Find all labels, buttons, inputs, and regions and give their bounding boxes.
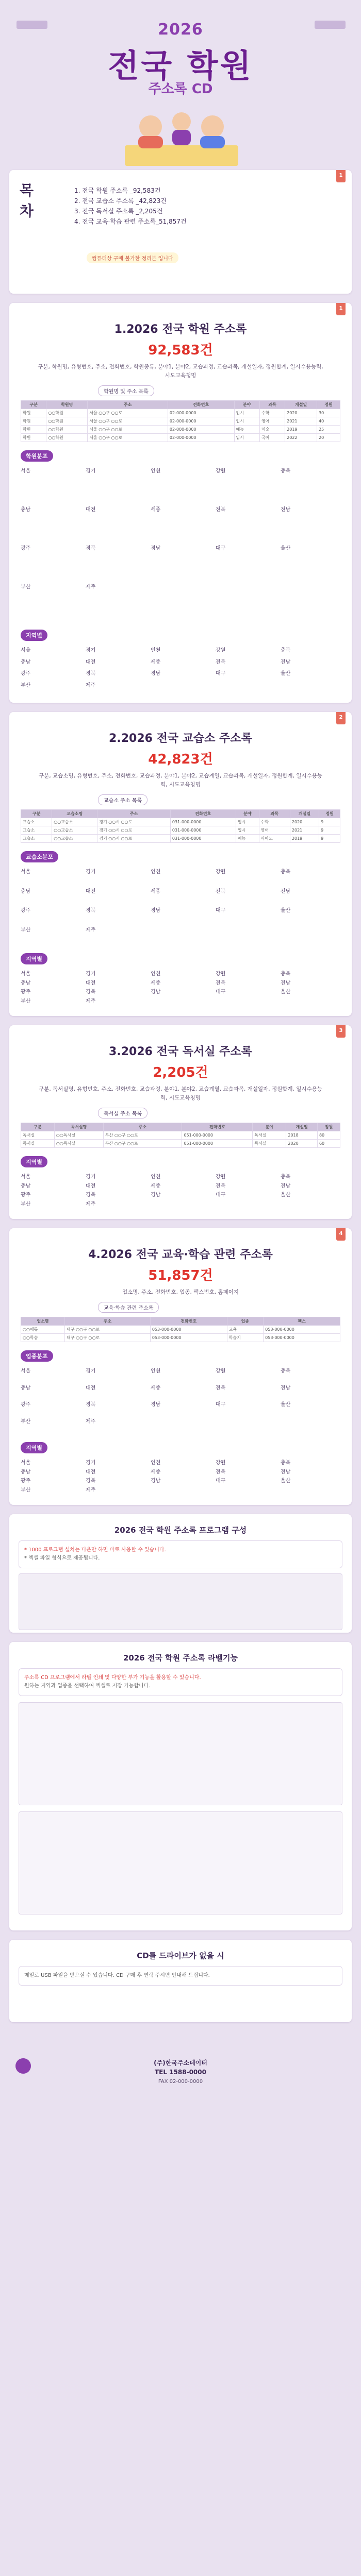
region-item: 강원 xyxy=(216,971,226,977)
hero-title: 전국 학원 xyxy=(108,47,253,84)
region-item: 광주 xyxy=(21,546,31,551)
region-item: 제주 xyxy=(86,1418,96,1425)
region-item: 전북 xyxy=(216,659,226,665)
region-item: 세종 xyxy=(151,1385,161,1391)
section-title: 4.2026 전국 교육·학습 관련 주소록 xyxy=(88,1248,273,1261)
section-title: 2.2026 전국 교습소 주소록 xyxy=(109,732,252,745)
region-item: 제주 xyxy=(86,1201,96,1207)
region-summary-grid xyxy=(21,1459,340,1495)
region-item: 광주 xyxy=(21,989,31,995)
region-grid xyxy=(21,467,340,621)
region-item: 세종 xyxy=(151,659,161,665)
footer xyxy=(0,2038,361,2115)
region-item: 서울 xyxy=(21,971,31,977)
region-item: 경북 xyxy=(86,546,96,551)
region-item: 전북 xyxy=(216,1183,226,1189)
region-item: 경북 xyxy=(86,1192,96,1198)
section-tutoring xyxy=(9,712,352,1016)
region-item: 경기 xyxy=(86,1174,96,1180)
region-item: 대전 xyxy=(86,659,96,665)
region-item: 강원 xyxy=(216,1174,226,1180)
feature-line: 주소록 CD 프로그램에서 라벨 인쇄 및 다양한 부가 기능을 활용할 수 있습니다. xyxy=(24,1675,201,1681)
region-summary-grid xyxy=(21,646,340,692)
region-item: 전북 xyxy=(216,1385,226,1391)
sample-label: 독서실 주소 목록 xyxy=(98,1108,147,1118)
section-reading-rooms xyxy=(9,1025,352,1219)
company-name: (주)한국주소데이터 xyxy=(154,2059,207,2066)
region-item: 제주 xyxy=(86,998,96,1004)
region-item: 대구 xyxy=(216,908,226,913)
region-item: 부산 xyxy=(21,998,31,1004)
region-item: 광주 xyxy=(21,908,31,913)
region-item: 대전 xyxy=(86,980,96,986)
feature-info xyxy=(19,1668,342,1696)
region-item: 광주 xyxy=(21,671,31,676)
region-item: 세종 xyxy=(151,980,161,986)
card-tab: 1 xyxy=(336,303,346,315)
region-item: 인천 xyxy=(151,1174,161,1180)
company-fax: FAX 02-000-0000 xyxy=(158,2079,203,2084)
toc-item[interactable]: 2. 전국 교습소 주소록 _42,823건 xyxy=(74,197,167,205)
card-tab: 1 xyxy=(336,170,346,182)
sample-label: 학원명 및 주소 목록 xyxy=(98,385,154,396)
toc-note: 컴퓨터상 구매 불가한 정리본 입니다 xyxy=(87,252,178,263)
region-item: 울산 xyxy=(281,1402,291,1408)
region-item: 울산 xyxy=(281,1478,291,1484)
region-item: 충남 xyxy=(21,1183,31,1189)
region-grid xyxy=(21,868,340,945)
summary-title: 지역별 xyxy=(21,1442,47,1453)
region-item: 경기 xyxy=(86,1460,96,1466)
section-education-related xyxy=(9,1228,352,1505)
region-item: 경북 xyxy=(86,671,96,676)
card-tab: 3 xyxy=(336,1025,346,1038)
section-academies xyxy=(9,303,352,703)
section-title: 3.2026 전국 독서실 주소록 xyxy=(109,1045,252,1058)
region-item: 전남 xyxy=(281,1469,291,1475)
card-tab: 2 xyxy=(336,712,346,724)
program-line: * 엑셀 파일 형식으로 제공됩니다. xyxy=(24,1555,100,1561)
sample-label: 교육·학습 관련 주소록 xyxy=(98,1302,159,1313)
summary-title: 지역별 xyxy=(21,630,47,641)
region-item: 서울 xyxy=(21,1368,31,1374)
section-title: 1.2026 전국 학원 주소록 xyxy=(114,323,247,336)
region-item: 울산 xyxy=(281,908,291,913)
region-item: 경기 xyxy=(86,648,96,653)
region-item: 대전 xyxy=(86,1385,96,1391)
program-title: 2026 전국 학원 주소록 프로그램 구성 xyxy=(114,1526,247,1535)
region-item: 충남 xyxy=(21,980,31,986)
hero-year: 2026 xyxy=(158,21,203,39)
sample-table: 업소명 주소 전화번호 업종 팩스 ○○에듀 대구 ○○구 ○○로 053-000-0000 교육 053-000-0000 ○○학습 대구 ○○구 ○○로 053-000-0000 학습지 053-000-0000 xyxy=(21,1317,340,1342)
region-item: 충북 xyxy=(281,648,291,653)
region-item: 전북 xyxy=(216,888,226,894)
region-item: 경기 xyxy=(86,468,96,474)
section-desc: 구분, 교습소명, 유형번호, 주소, 전화번호, 교습과정, 분야1, 분야2, 교습계열, 교습과목, 개설일자, 정원합계, 일시수용능력, 시도교육청명 xyxy=(39,773,322,788)
region-item: 부산 xyxy=(21,1487,31,1493)
region-item: 전북 xyxy=(216,1469,226,1475)
region-item: 부산 xyxy=(21,927,31,933)
region-item: 충남 xyxy=(21,1385,31,1391)
hero-banner xyxy=(0,0,361,170)
region-item: 충북 xyxy=(281,468,291,474)
region-item: 인천 xyxy=(151,1368,161,1374)
region-item: 강원 xyxy=(216,1368,226,1374)
sample-table: 구분 독서실명 주소 전화번호 분야 개설일 정원 독서실 ○○독서실 부산 ○○구 ○○로 051-000-0000 독서실 2018 80 독서실 ○○독서실 부산 ○○구 ○○로 051-000-0000 독서실 2020 60 xyxy=(21,1123,340,1148)
region-item: 경남 xyxy=(151,908,161,913)
region-item: 충남 xyxy=(21,659,31,665)
program-panel xyxy=(9,1514,352,1633)
region-item: 대전 xyxy=(86,888,96,894)
region-item: 광주 xyxy=(21,1402,31,1408)
notice-text: 메일로 USB 파일을 받으실 수 있습니다. CD 구매 후 연락 주시면 안내해 드립니다. xyxy=(19,1966,342,1986)
region-item: 인천 xyxy=(151,468,161,474)
sample-table: 구분 학원명 주소 전화번호 분야 과목 개설일 정원 학원 ○○학원 서울 ○○구 ○○로 02-000-0000 입시 수학 2020 30 학원 ○○학원 서울 ○○구 ○○로 02-000-0000 입시 영어 2021 40 학원 ○○학원 서울 ○○구 ○○로 02-000-0000 예능 미술 2019 25 학원 ○○학원 서울 ○○구 ○○로 02-000-0000 입시 국어 2022 20 xyxy=(21,400,340,442)
region-item: 세종 xyxy=(151,1183,161,1189)
group-title: 업종분포 xyxy=(21,1350,53,1362)
toc-item[interactable]: 4. 전국 교육·학습 관련 주소록_51,857건 xyxy=(74,218,187,225)
region-item: 전남 xyxy=(281,507,291,513)
region-item: 서울 xyxy=(21,869,31,875)
region-item: 전남 xyxy=(281,888,291,894)
region-item: 대전 xyxy=(86,1469,96,1475)
region-item: 인천 xyxy=(151,1460,161,1466)
region-item: 대전 xyxy=(86,507,96,513)
region-item: 대전 xyxy=(86,1183,96,1189)
region-item: 울산 xyxy=(281,1192,291,1198)
region-item: 경남 xyxy=(151,1192,161,1198)
program-screenshot xyxy=(19,1573,342,1630)
label-feature-panel xyxy=(9,1642,352,1930)
region-item: 대구 xyxy=(216,1478,226,1484)
notice-title: CD를 드라이브가 없을 시 xyxy=(137,1951,224,1960)
region-item: 충북 xyxy=(281,1460,291,1466)
summary-title: 지역별 xyxy=(21,953,47,964)
region-item: 경기 xyxy=(86,1368,96,1374)
region-item: 충북 xyxy=(281,1174,291,1180)
region-item: 서울 xyxy=(21,648,31,653)
group-title: 교습소분포 xyxy=(21,851,58,862)
region-item: 강원 xyxy=(216,468,226,474)
region-item: 광주 xyxy=(21,1478,31,1484)
region-item: 제주 xyxy=(86,584,96,590)
table-of-contents xyxy=(9,170,352,294)
region-item: 제주 xyxy=(86,927,96,933)
feature-screenshot xyxy=(19,1702,342,1805)
program-info xyxy=(19,1540,342,1568)
region-item: 서울 xyxy=(21,468,31,474)
feature-screenshot xyxy=(19,1811,342,1914)
region-item: 광주 xyxy=(21,1192,31,1198)
region-item: 경남 xyxy=(151,1402,161,1408)
company-tel[interactable]: TEL 1588-0000 xyxy=(155,2069,206,2076)
region-item: 대구 xyxy=(216,1192,226,1198)
region-item: 경남 xyxy=(151,989,161,995)
region-item: 경기 xyxy=(86,869,96,875)
region-item: 인천 xyxy=(151,971,161,977)
region-item: 울산 xyxy=(281,989,291,995)
section-desc: 구분, 독서실명, 유형번호, 주소, 전화번호, 교습과정, 분야1, 분야2, 교습계열, 교습과목, 개설일자, 정원합계, 일시수용능력, 시도교육청명 xyxy=(39,1086,322,1101)
region-item: 세종 xyxy=(151,888,161,894)
group-title: 학원분포 xyxy=(21,450,53,462)
region-item: 경북 xyxy=(86,1478,96,1484)
region-item: 강원 xyxy=(216,648,226,653)
toc-list xyxy=(74,185,187,227)
feature-line: 원하는 지역과 업종을 선택하여 엑셀로 저장 가능합니다. xyxy=(24,1683,151,1689)
region-item: 경북 xyxy=(86,1402,96,1408)
region-item: 경북 xyxy=(86,908,96,913)
region-item: 충남 xyxy=(21,1469,31,1475)
region-item: 부산 xyxy=(21,1201,31,1207)
card-tab: 4 xyxy=(336,1228,346,1241)
section-desc: 구분, 학원명, 유형번호, 주소, 전화번호, 학원종류, 분야1, 분야2, 교습과정, 교습과목, 개설일자, 정원합계, 일시수용능력, 시도교육청명 xyxy=(38,364,323,379)
region-item: 울산 xyxy=(281,671,291,676)
region-item: 세종 xyxy=(151,507,161,513)
region-item: 세종 xyxy=(151,1469,161,1475)
summary-title: 지역별 xyxy=(21,1156,47,1167)
section-count: 51,857건 xyxy=(148,1268,213,1283)
section-count: 42,823건 xyxy=(148,752,213,767)
region-item: 경남 xyxy=(151,546,161,551)
students-illustration xyxy=(114,101,249,169)
region-item: 충남 xyxy=(21,888,31,894)
region-item: 제주 xyxy=(86,1487,96,1493)
region-item: 경남 xyxy=(151,1478,161,1484)
region-summary-grid xyxy=(21,970,340,1006)
region-item: 충남 xyxy=(21,507,31,513)
region-item: 강원 xyxy=(216,1460,226,1466)
region-item: 경북 xyxy=(86,989,96,995)
section-desc: 업소명, 주소, 전화번호, 업종, 팩스번호, 홈페이지 xyxy=(122,1289,239,1295)
region-item: 충북 xyxy=(281,971,291,977)
section-count: 92,583건 xyxy=(148,343,213,358)
region-item: 대구 xyxy=(216,671,226,676)
region-item: 충북 xyxy=(281,1368,291,1374)
region-item: 서울 xyxy=(21,1174,31,1180)
toc-item[interactable]: 3. 전국 독서실 주소록 _2,205건 xyxy=(74,208,163,215)
region-item: 부산 xyxy=(21,584,31,590)
region-item: 전남 xyxy=(281,1183,291,1189)
feature-title: 2026 전국 학원 주소록 라벨기능 xyxy=(123,1653,238,1663)
region-item: 제주 xyxy=(86,682,96,688)
region-item: 경기 xyxy=(86,971,96,977)
region-item: 대구 xyxy=(216,1402,226,1408)
region-item: 경남 xyxy=(151,671,161,676)
region-item: 인천 xyxy=(151,869,161,875)
region-grid xyxy=(21,1367,340,1434)
region-item: 서울 xyxy=(21,1460,31,1466)
region-item: 전남 xyxy=(281,659,291,665)
region-item: 강원 xyxy=(216,869,226,875)
toc-heading: 목 차 xyxy=(20,182,34,219)
region-item: 인천 xyxy=(151,648,161,653)
region-item: 부산 xyxy=(21,682,31,688)
toc-item[interactable]: 1. 전국 학원 주소록 _92,583건 xyxy=(74,187,161,194)
region-summary-grid xyxy=(21,1173,340,1209)
program-line: * 1000 프로그램 설치는 다운만 하면 바로 사용할 수 있습니다. xyxy=(24,1547,166,1553)
region-item: 전북 xyxy=(216,507,226,513)
sample-table: 구분 교습소명 주소 전화번호 분야 과목 개설일 정원 교습소 ○○교습소 경기 ○○시 ○○로 031-000-0000 입시 수학 2020 9 교습소 ○○교습소 경기 ○○시 ○○로 031-000-0000 입시 영어 2021 9 교습소 ○○교습소 경기 ○○시 ○○로 031-000-0000 예능 피아노 2019 9 xyxy=(21,809,340,843)
sample-label: 교습소 주소 목록 xyxy=(98,794,147,805)
section-count: 2,205건 xyxy=(153,1065,208,1080)
region-item: 대구 xyxy=(216,546,226,551)
region-item: 전남 xyxy=(281,980,291,986)
region-item: 전남 xyxy=(281,1385,291,1391)
hero-subtitle: 주소록 CD xyxy=(148,81,213,97)
notice-panel xyxy=(9,1940,352,2022)
region-item: 울산 xyxy=(281,546,291,551)
region-item: 부산 xyxy=(21,1418,31,1425)
region-item: 대구 xyxy=(216,989,226,995)
region-item: 전북 xyxy=(216,980,226,986)
region-item: 충북 xyxy=(281,869,291,875)
